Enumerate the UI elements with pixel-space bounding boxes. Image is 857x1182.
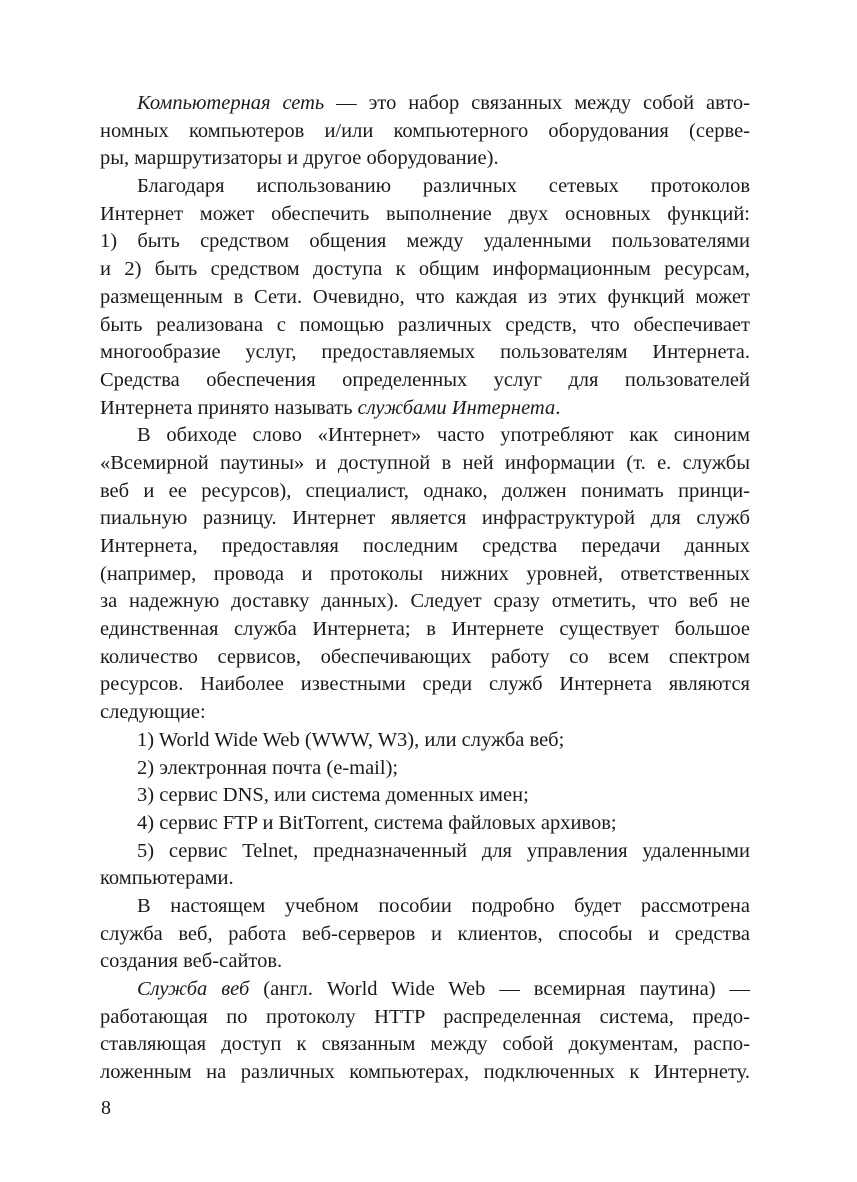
text-segment: «Всемирной паутины» и доступной в ней информации (т. е. службы <box>100 451 750 474</box>
text-segment: веб и ее ресурсов), специалист, однако, должен понимать принци- <box>100 479 750 502</box>
text-line <box>100 699 750 727</box>
text-line <box>100 1004 750 1032</box>
text-segment: следующие: <box>100 701 206 724</box>
text-line <box>100 505 750 533</box>
text-line <box>100 948 750 976</box>
text-line <box>100 173 750 201</box>
text-segment: служба веб, работа веб-серверов и клиентов, способы и средства <box>100 922 750 945</box>
text-segment: — это набор связанных между собой авто- <box>324 92 751 114</box>
text-line <box>100 395 750 423</box>
text-line <box>100 727 750 755</box>
text-line <box>100 616 750 644</box>
text-line <box>100 90 750 118</box>
text-segment: быть реализована с помощью различных средств, что обеспечивает <box>100 313 750 336</box>
text-line <box>100 838 750 866</box>
text-segment: В настоящем учебном пособии подробно будет рассмотрена <box>137 894 750 917</box>
text-line <box>100 256 750 284</box>
text-segment: Интернет может обеспечить выполнение двух основных функций: <box>100 202 750 225</box>
text-segment: ставляющая доступ к связанным между собой документам, распо- <box>100 1033 750 1056</box>
text-segment: 3) сервис DNS, или система доменных имен; <box>137 784 529 807</box>
text-line <box>100 422 750 450</box>
text-segment: размещенным в Сети. Очевидно, что каждая из этих функций может <box>100 285 750 308</box>
text-line <box>100 921 750 949</box>
text-segment: многообразие услуг, предоставляемых пользователям Интернета. <box>100 341 750 364</box>
text-line <box>100 118 750 146</box>
text-segment: Благодаря использованию различных сетевых протоколов <box>137 175 750 198</box>
text-line <box>100 145 750 173</box>
text-segment: (например, провода и протоколы нижних уровней, ответственных <box>100 562 750 585</box>
text-line <box>100 865 750 893</box>
text-line <box>100 976 750 1004</box>
text-line <box>100 533 750 561</box>
text-segment: номных компьютеров и/или компьютерного оборудования (серве- <box>100 119 750 142</box>
text-line <box>100 312 750 340</box>
italic-term: Служба веб <box>137 978 250 1000</box>
text-segment: (англ. World Wide Web — всемирная паутина) — <box>249 978 751 1000</box>
text-line <box>100 1059 750 1087</box>
text-line <box>100 478 750 506</box>
text-segment: работающая по протоколу HTTP распределенная система, предо- <box>100 1005 750 1028</box>
text-line <box>100 671 750 699</box>
text-segment: 4) сервис FTP и BitTorrent, система файловых архивов; <box>137 811 617 834</box>
text-segment: количество сервисов, обеспечивающих работу со всем спектром <box>100 645 750 668</box>
italic-term: Компьютерная сеть <box>137 92 325 114</box>
text-line <box>100 644 750 672</box>
text-segment: компьютерами. <box>100 867 234 890</box>
text-segment: Интернета принято называть <box>100 396 358 419</box>
text-segment: и 2) быть средством доступа к общим информационным ресурсам, <box>100 258 750 281</box>
text-segment: Средства обеспечения определенных услуг для пользователей <box>100 368 750 391</box>
text-segment: . <box>555 396 561 419</box>
text-segment: 2) электронная почта (e-mail); <box>137 756 399 779</box>
text-segment: ложенным на различных компьютерах, подключенных к Интернету. <box>100 1061 750 1084</box>
text-segment: ры, маршрутизаторы и другое оборудование). <box>100 147 499 170</box>
text-line <box>100 782 750 810</box>
text-segment: Интернета, предоставляя последним средства передачи данных <box>100 535 750 557</box>
text-segment: ресурсов. Наиболее известными среди служб Интернета являются <box>100 673 750 696</box>
text-segment: 1) World Wide Web (WWW, W3), или служба веб; <box>137 728 565 751</box>
text-line <box>100 284 750 312</box>
text-line <box>100 228 750 256</box>
text-line <box>100 755 750 783</box>
text-line <box>100 561 750 589</box>
text-segment: создания веб-сайтов. <box>100 950 283 973</box>
text-line <box>100 339 750 367</box>
text-line <box>100 588 750 616</box>
text-segment: 1) быть средством общения между удаленными пользователями <box>100 230 750 253</box>
text-segment: пиальную разницу. Интернет является инфраструктурой для служб <box>100 507 750 530</box>
text-line <box>100 201 750 229</box>
text-segment: 5) сервис Telnet, предназначенный для управления удаленными <box>137 839 750 862</box>
text-line <box>100 367 750 395</box>
text-line <box>100 1031 750 1059</box>
italic-term: службами Интернета <box>357 396 556 419</box>
text-segment: В обиходе слово «Интернет» часто употребляют как синоним <box>137 424 750 447</box>
text-line <box>100 893 750 921</box>
text-line <box>100 450 750 478</box>
text-line <box>100 810 750 838</box>
text-segment: единственная служба Интернета; в Интернете существует большое <box>100 618 750 641</box>
page-body-text <box>100 90 750 1087</box>
page-number: 8 <box>101 1097 111 1119</box>
text-segment: за надежную доставку данных). Следует сразу отметить, что веб не <box>100 590 750 613</box>
